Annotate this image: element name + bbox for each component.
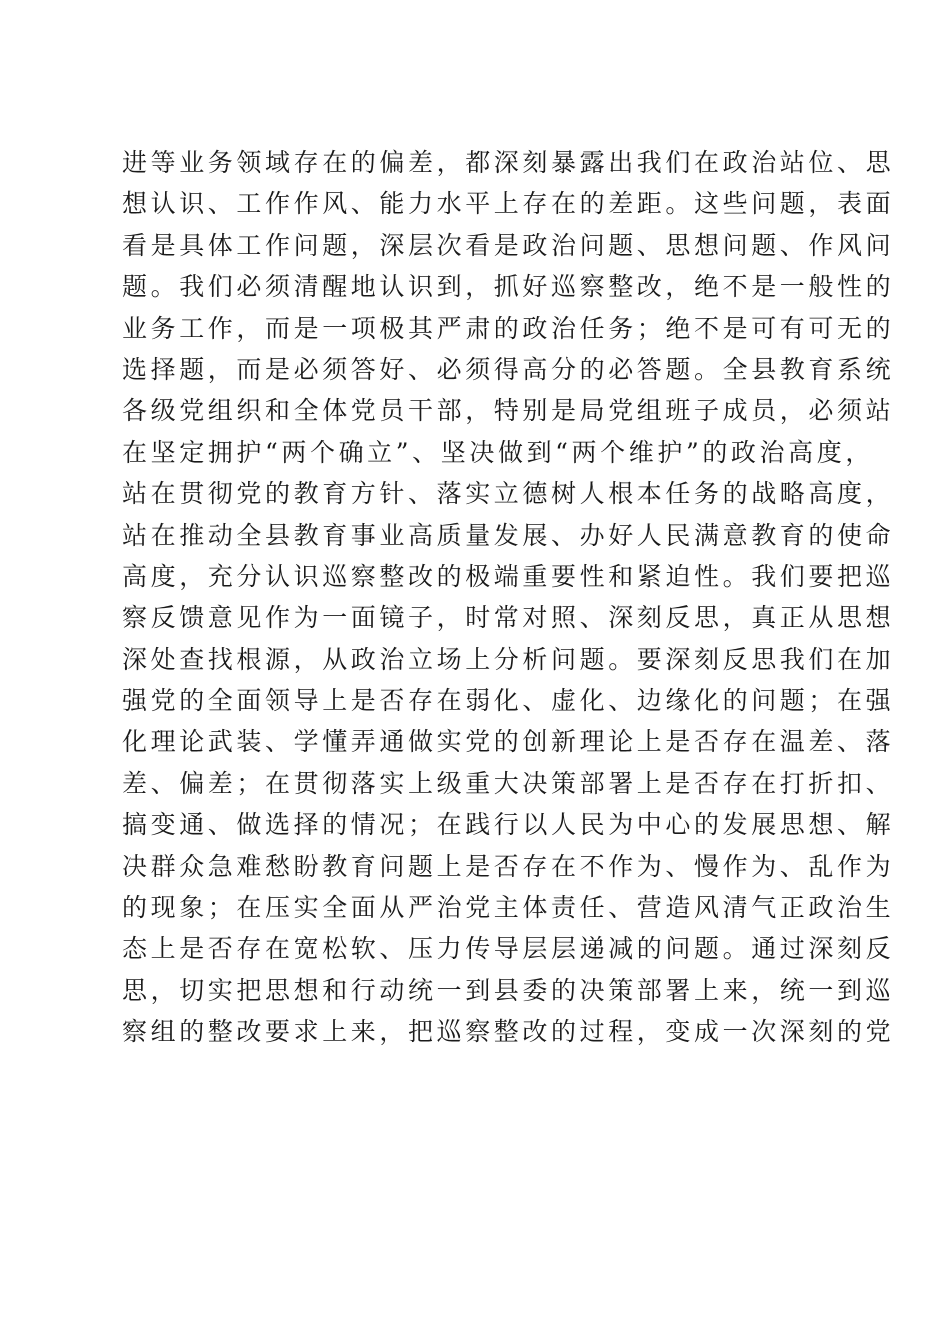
text-line: 各级党组织和全体党员干部，特别是局党组班子成员，必须站 <box>122 396 895 426</box>
text-line: 思，切实把思想和行动统一到县委的决策部署上来，统一到巡 <box>122 975 895 1005</box>
text-line: 察反馈意见作为一面镜子，时常对照、深刻反思，真正从思想 <box>122 603 895 633</box>
text-line: 业务工作，而是一项极其严肃的政治任务；绝不是可有可无的 <box>122 313 895 343</box>
body-text <box>122 142 895 1053</box>
text-line: 高度，充分认识巡察整改的极端重要性和紧迫性。我们要把巡 <box>122 561 895 591</box>
text-line: 选择题，而是必须答好、必须得高分的必答题。全县教育系统 <box>122 354 895 384</box>
text-line: 在坚定拥护“两个确立”、坚决做到“两个维护”的政治高度， <box>122 437 874 467</box>
text-line: 题。我们必须清醒地认识到，抓好巡察整改，绝不是一般性的 <box>122 272 895 302</box>
text-line: 搞变通、做选择的情况；在践行以人民为中心的发展思想、解 <box>122 810 895 840</box>
text-line: 进等业务领域存在的偏差，都深刻暴露出我们在政治站位、思 <box>122 148 895 177</box>
text-line: 的现象；在压实全面从严治党主体责任、营造风清气正政治生 <box>122 893 895 923</box>
text-line: 差、偏差；在贯彻落实上级重大决策部署上是否存在打折扣、 <box>122 768 895 798</box>
text-line: 化理论武装、学懂弄通做实党的创新理论上是否存在温差、落 <box>122 727 895 757</box>
text-line: 强党的全面领导上是否存在弱化、虚化、边缘化的问题；在强 <box>122 686 895 716</box>
text-line: 看是具体工作问题，深层次看是政治问题、思想问题、作风问 <box>122 230 895 260</box>
text-line: 站在贯彻党的教育方针、落实立德树人根本任务的战略高度， <box>122 479 895 509</box>
text-line: 站在推动全县教育事业高质量发展、办好人民满意教育的使命 <box>122 520 895 550</box>
text-line: 想认识、工作作风、能力水平上存在的差距。这些问题，表面 <box>122 189 895 219</box>
text-line: 察组的整改要求上来，把巡察整改的过程，变成一次深刻的党 <box>122 1017 895 1047</box>
text-line: 深处查找根源，从政治立场上分析问题。要深刻反思我们在加 <box>122 644 895 674</box>
text-line: 决群众急难愁盼教育问题上是否存在不作为、慢作为、乱作为 <box>122 851 895 881</box>
text-line: 态上是否存在宽松软、压力传导层层递减的问题。通过深刻反 <box>122 934 895 964</box>
